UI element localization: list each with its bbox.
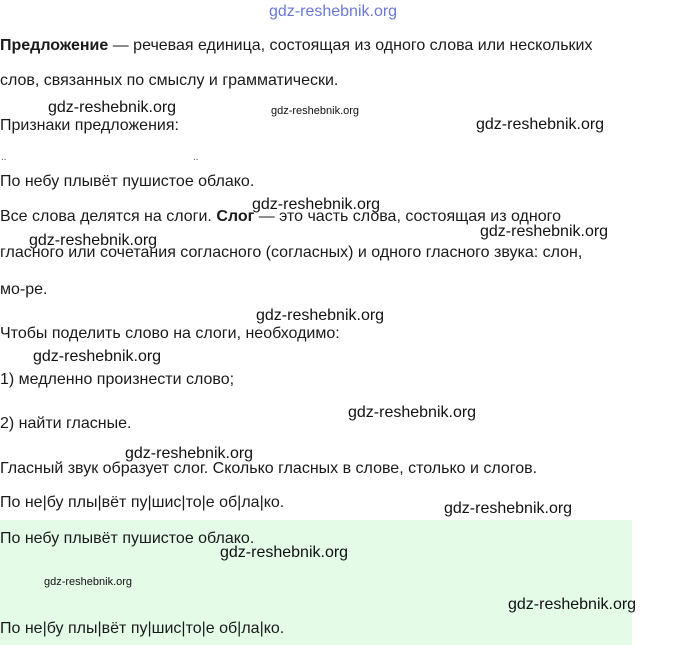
step-2: 2) найти гласные. (0, 415, 132, 432)
watermark: gdz-reshebnik.org (252, 196, 381, 213)
watermark: gdz-reshebnik.org (476, 116, 605, 133)
syllable-term: Слог (216, 208, 255, 225)
definition-text: — речевая единица, состоящая из одного слова или нескольких (108, 37, 593, 54)
definition-line-2: слов, связанных по смыслу и грамматически. (0, 72, 339, 89)
watermark: gdz-reshebnik.org (29, 232, 158, 249)
watermark: gdz-reshebnik.org (271, 105, 360, 117)
syllable-line-2: гласного или сочетания согласного (согласных) и одного гласного звука: слон, (0, 244, 583, 261)
vowel-rule: Гласный звук образует слог. Сколько гласных в слове, столько и слогов. (0, 460, 538, 477)
steps-intro: Чтобы поделить слово на слоги, необходимо: (0, 325, 340, 342)
definition-line-1 (0, 36, 592, 56)
watermark: gdz-reshebnik.org (44, 576, 133, 588)
step-1: 1) медленно произнести слово; (0, 371, 235, 388)
definition-term: Предложение (0, 37, 109, 54)
watermark: gdz-reshebnik.org (220, 544, 349, 561)
watermark: gdz-reshebnik.org (256, 307, 385, 324)
answer-split: По не|бу плы|вёт пу|шис|то|е об|ла|ко. (0, 620, 285, 637)
watermark: gdz-reshebnik.org (48, 99, 177, 116)
watermark: gdz-reshebnik.org (33, 348, 162, 365)
syllable-line-3: мо-ре. (0, 281, 48, 298)
syllable-text: — это часть слова, состоящая из одного (254, 208, 562, 225)
header-watermark: gdz-reshebnik.org (269, 3, 398, 20)
syllable-split: По не|бу плы|вёт пу|шис|то|е об|ла|ко. (0, 494, 285, 511)
dots-right: .. (193, 152, 199, 163)
answer-sentence: По небу плывёт пушистое облако. (0, 530, 255, 547)
signs-label: Признаки предложения: (0, 117, 179, 134)
dots-left: .. (1, 152, 7, 163)
watermark: gdz-reshebnik.org (508, 596, 637, 613)
watermark: gdz-reshebnik.org (480, 223, 609, 240)
syllable-intro: Все слова делятся на слоги. (0, 208, 217, 225)
watermark: gdz-reshebnik.org (125, 445, 254, 462)
watermark: gdz-reshebnik.org (444, 500, 573, 517)
watermark: gdz-reshebnik.org (348, 404, 477, 421)
example-sentence: По небу плывёт пушистое облако. (0, 173, 255, 190)
